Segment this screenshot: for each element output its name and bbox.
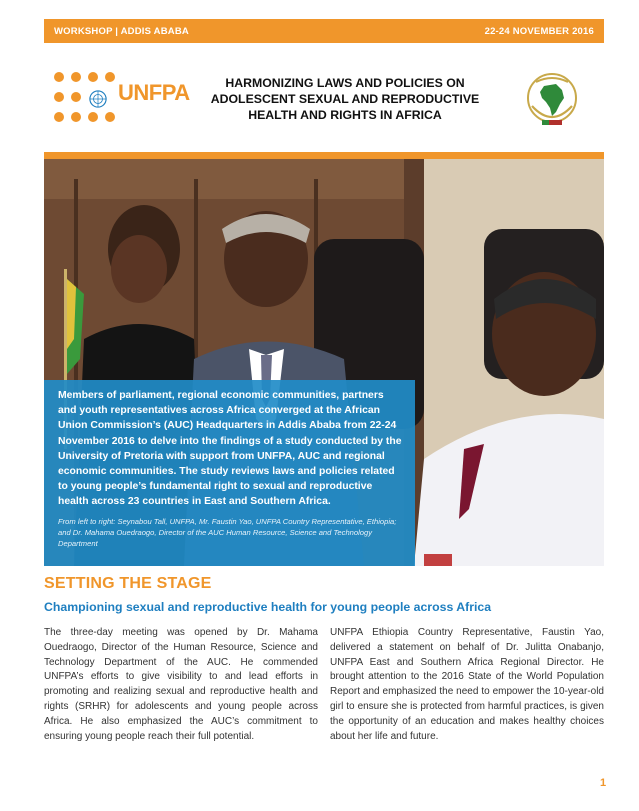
header-event-location: WORKSHOP | ADDIS ABABA <box>54 25 189 37</box>
dot-grid-icon <box>54 72 120 122</box>
un-emblem-icon <box>89 90 107 108</box>
african-union-emblem <box>520 68 584 132</box>
page-number: 1 <box>600 777 607 789</box>
header-event-dates: 22-24 NOVEMBER 2016 <box>484 25 594 37</box>
header-bar <box>44 19 604 43</box>
photo-credit: From left to right: Seynabou Tall, UNFPA, Mr. Faustin Yao, UNFPA Country Representative, Ethiopia; and Dr. Mahama Ouedraogo, Director of the AUC Human Resource, Science and Technology Department <box>58 516 397 548</box>
photo-caption-box <box>44 380 415 566</box>
unfpa-wordmark: UNFPA <box>118 80 190 105</box>
section-heading: SETTING THE STAGE <box>44 575 212 592</box>
photo-caption: Members of parliament, regional economic communities, partners and youth representatives across Africa converged at the African Union Commission’s (AUC) Headquarters in Addis Ababa from 22-24 November 2016 to delve into the findings of a study conducted by the University of Pretoria with support from UNFPA, AUC and regional economic communities. The study reviews laws and policies related to young people’s fundamental right to sexual and reproductive health across 23 countries in East and Southern Africa. <box>58 390 402 508</box>
section-subheading: Championing sexual and reproductive health for young people across Africa <box>44 600 492 614</box>
body-column-left: The three-day meeting was opened by Dr. Mahama Ouedraogo, Director of the Human Resource, Science and Technology Department of the AUC. He commended UNFPA’s efforts to give visibility to and lead efforts in promoting and realizing sexual and reproductive health and rights (SRHR) for adolescents and young people across Africa. He also emphasized the AUC’s commitment to ensuring young people reach their full potential. <box>44 627 318 742</box>
body-column-right: UNFPA Ethiopia Country Representative, Faustin Yao, delivered a statement on behalf of Dr. Julitta Onabanjo, UNFPA East and Southern Africa Regional Director. He brought attention to the 2016 State of the World Population Report and emphasized the need to empower the 10-year-old girl to ensure she is protected from harmful practices, is given the opportunity of an education and makes healthy choices about her life and future. <box>330 627 604 742</box>
page-title: HARMONIZING LAWS AND POLICIES ON ADOLESCENT SEXUAL AND REPRODUCTIVE HEALTH AND RIGHTS IN AFRICA <box>210 76 480 122</box>
unfpa-logo <box>54 72 190 122</box>
orange-divider <box>44 152 604 159</box>
